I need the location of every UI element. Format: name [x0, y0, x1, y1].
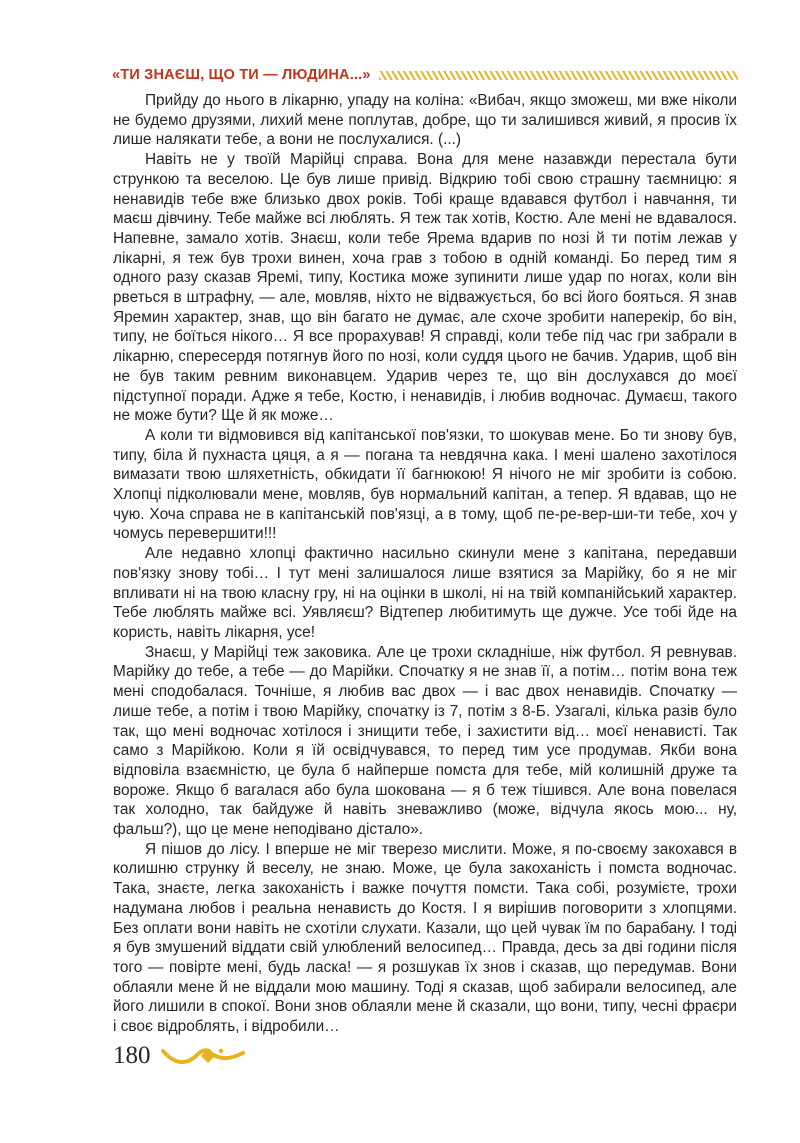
body-text	[113, 91, 737, 1037]
paragraph: Прийду до нього в лікарню, упаду на коліна: «Вибач, якщо зможеш, ми вже ніколи не будемо друзями, лихий мене поплутав, добре, що ти залишився живий, я просив їх лише налякати тебе, а вони не послухалися. (...)	[113, 92, 737, 149]
page-footer	[113, 1036, 245, 1076]
chapter-title: «ТИ ЗНАЄШ, ЩО ТИ — ЛЮДИНА...»	[112, 67, 371, 83]
paragraph: А коли ти відмовився від капітанської пов'язки, то шокував мене. Бо ти знову був, типу, біла й пухнаста цяця, а я — погана та невдячна кака. І мені шалено захотілося вимазати твою шляхетність, обкидати її багнюкою! Я нічого не міг зробити із собою. Хлопці підколювали мене, мовляв, був нормальний капітан, а тепер. Я вдавав, що не чую. Хоча справа не в капітанській пов'язці, а в тому, щоб пе-ре-вер-ши-ти тебе, хоч у чомусь перевершити!!!	[113, 426, 737, 543]
page-number: 180	[113, 1042, 151, 1069]
paragraph: Знаєш, у Марійці теж заковика. Але це трохи складніше, ніж футбол. Я ревнував. Марійку до тебе, а тебе — до Марійки. Спочатку я не знав її, а потім… потім вона теж мені сподобалася. Точніше, я любив вас двох — і вас двох ненавидів. Спочатку — лише тебе, а потім і твою Марійку, спочатку із 7, потім з 8-Б. Узагалі, кілька разів було так, що мені водночас хотілося і знищити тебе, і захистити від… моєї ненависті. Так само з Марійкою. Коли я їй освідчувався, то перед тим усе продумав. Якби вона відповіла взаємністю, це була б найперше помста для тебе, мій колишній друже та вороже. Якщо б вагалася або була шокована — я б теж тішився. Але вона повелася так холодно, так байдуже й навіть зневажливо (може, відчула якось мою... ну, фальш?), що це мене неподівано дістало».	[113, 643, 737, 839]
paragraph: Я пішов до лісу. І вперше не міг тверезо мислити. Може, я по-своєму закохався в колишню струнку й веселу, не знаю. Може, це була закоханість і помста водночас. Така, знаєте, легка закоханість і важке почуття помсти. Така собі, розумієте, трохи надумана любов і реальна ненависть до Костя. І я вирішив поговорити з хлопцями. Без оплати вони навіть не схотіли слухати. Казали, що цей чувак їм по барабану. І тоді я був змушений віддати свій улюблений велосипед… Правда, десь за дві години після того — повірте мені, будь ласка! — я розшукав їх знов і сказав, що передумав. Вони облаяли мене й не віддали мою машину. Тоді я сказав, щоб забирали велосипед, але його лишили в спокої. Вони знов облаяли мене й сказали, що вони, типу, чесні фраєри і своє відроблять, і відробили…	[113, 840, 737, 1036]
running-header	[112, 64, 738, 86]
paragraph: Але недавно хлопці фактично насильно скинули мене з капітана, передавши пов'язку знову тобі… І тут мені залишалося лише взятися за Марійку, бо я не міг впливати ні на твою класну гру, ні на оцінки в школі, ні на твій компанійський характер. Тебе люблять майже всі. Уявляєш? Відтепер любитимуть ще дужче. Усе тобі йде на користь, навіть лікарня, усе!	[113, 545, 737, 641]
decorative-wave-ornament-icon	[161, 1041, 245, 1071]
paragraph: Навіть не у твоїй Марійці справа. Вона для мене назавжди перестала бути стрункою та веселою. Це був лише привід. Відкрию тобі свою страшну таємницю: я ненавидів тебе вже близько двох років. Тобі краще вдавався футбол і навчання, ти маєш дівчину. Тебе майже всі люблять. Я теж так хотів, Костю. Але мені не вдавалося. Напевне, замало хотів. Знаєш, коли тебе Ярема вдарив по нозі й ти потім лежав у лікарні, я теж був трохи винен, хоча грав з тобою в одній команді. Бо перед тим я одного разу сказав Яремі, типу, Костика може зупинити лише удар по ногах, коли він рветься в штрафну, — але, мовляв, ніхто не відважується, бо всі його бояться. Я знав Яремин характер, знав, що він багато не думає, але схоче зробити наперекір, бо він, типу, не боїться нікого… Я все прорахував! Я справді, коли тебе під час гри забрали в лікарню, спересердя потягнув його по нозі, коли суддя цього не бачив. Ударив, щоб він не був таким ревним виконавцем. Ударив через те, що він дослухався до моєї підступної поради. Адже я тебе, Костю, і ненавидів, і любив водночас. Думаєш, такого не може бути? Ще й як може…	[113, 151, 737, 425]
header-decorative-rule	[379, 71, 738, 80]
